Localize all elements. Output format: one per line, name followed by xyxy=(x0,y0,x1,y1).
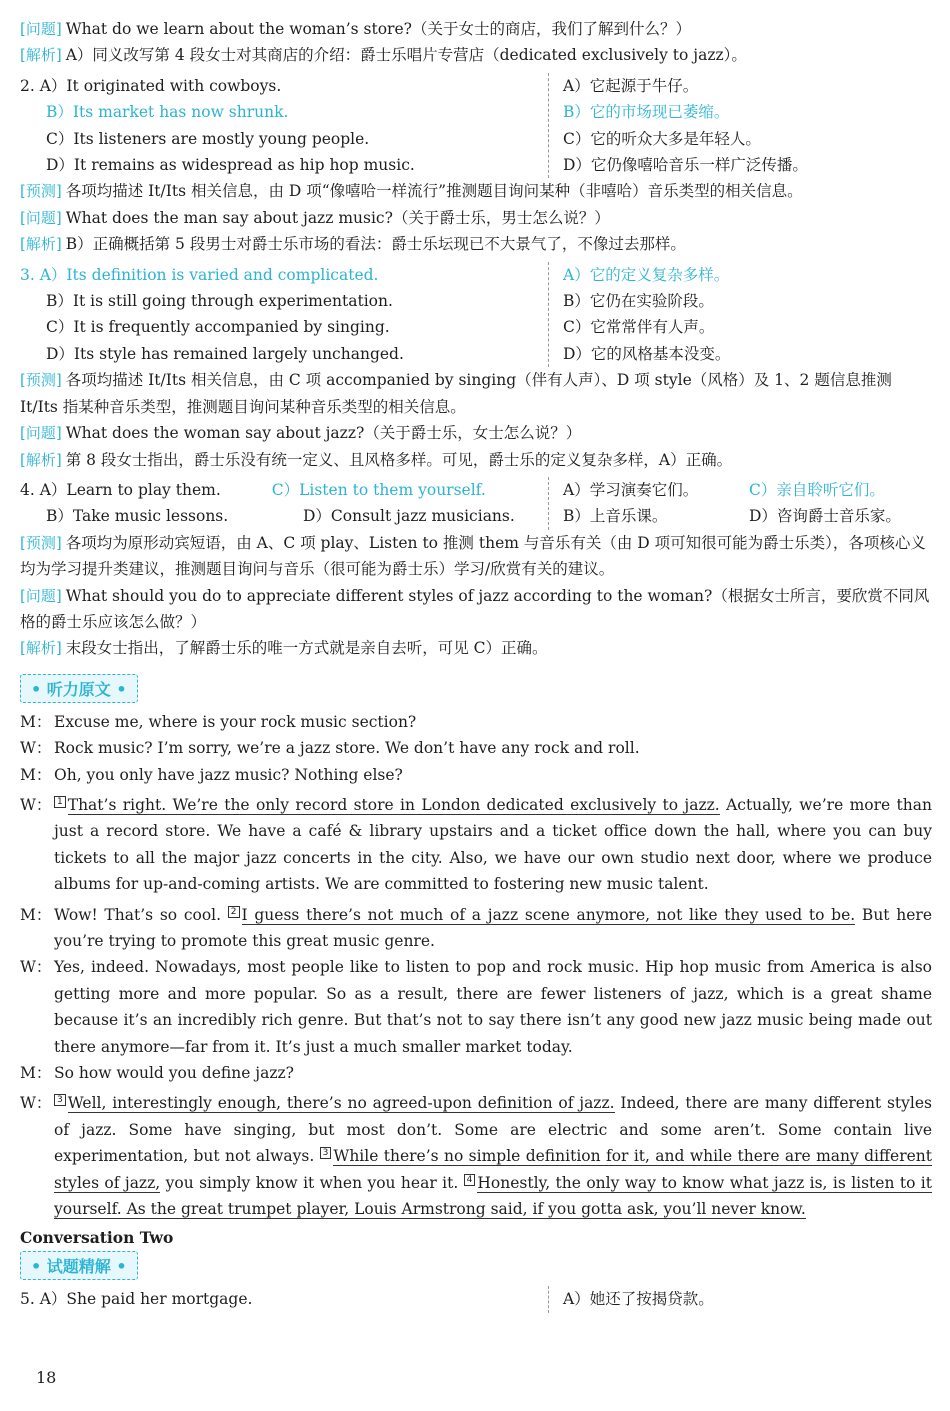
q4-option-d-zh: D）咨询爵士音乐家。 xyxy=(749,507,901,526)
q2-question: [问题] What does the man say about jazz music?（关于爵士乐，男士怎么说？） xyxy=(20,208,610,227)
q1-question-line: [问题] What do we learn about the woman’s store?（关于女士的商店，我们了解到什么？） xyxy=(20,20,691,38)
q5-option-a-zh: A）她还了按揭贷款。 xyxy=(563,1290,714,1309)
underlined-key-sentence: While there’s no simple definition for it, and while there are many different styles of jazz, xyxy=(54,1147,932,1192)
script-line: W： 3 Well, interestingly enough, there’s no agreed-upon definition of jazz. Indeed, there are many different styles of jazz. Some have singing, but most don’t. Some are electric and some aren’t. Some contain live experimentation, but not always. 3 While there’s no simple definition for it, and while there are many different styles of jazz, you simply know it when you hear it. 4 Honestly, the only way to know what jazz is, is listen to it yourself. As the great trumpet player, Louis Armstrong said, if you gotta ask, you’ll never know. xyxy=(20,1094,932,1219)
tag-wenti: [问题] xyxy=(20,20,62,38)
script-line: M： Excuse me, where is your rock music section? xyxy=(20,712,417,731)
q3-option-b-zh: B）它仍在实验阶段。 xyxy=(563,292,714,311)
script-line: M： Oh, you only have jazz music? Nothing else? xyxy=(20,765,403,784)
q2-option-b-zh: B）它的市场现已萎缩。 xyxy=(563,103,730,122)
q2-option-d-zh: D）它仍像嘻哈音乐一样广泛传播。 xyxy=(563,156,808,175)
q3-options xyxy=(20,262,932,368)
q2-options xyxy=(20,73,932,179)
section-title-script: • 听力原文 • xyxy=(20,674,138,703)
script-line: M： So how would you define jazz? xyxy=(20,1064,294,1083)
q4-option-d: D）Consult jazz musicians. xyxy=(303,507,515,526)
q5-options xyxy=(20,1286,932,1312)
underlined-key-sentence: Well, interestingly enough, there’s no agreed-upon definition of jazz. xyxy=(67,1094,615,1113)
q3-option-c: C）It is frequently accompanied by singing. xyxy=(46,318,390,337)
q2-option-c-zh: C）它的听众大多是年轻人。 xyxy=(563,129,761,148)
q4-question: [问题] What should you do to appreciate different styles of jazz according to the woman?（根据女士所言，要欣赏不同风格的爵士乐应该怎么做？） xyxy=(20,586,930,631)
script-line: W： Rock music? I’m sorry, we’re a jazz store. We don’t have any rock and roll. xyxy=(20,739,640,758)
q3-option-a: 3. A）Its definition is varied and complicated. xyxy=(20,265,379,284)
q2-analysis: [解析] B）正确概括第 5 段男士对爵士乐市场的看法：爵士乐坛现已不大景气了，不像过去那样。 xyxy=(20,235,686,254)
q4-prediction: [预测] 各项均为原形动宾短语，由 A、C 项 play、Listen to 推测 them 与音乐有关（由 D 项可知很可能为爵士乐类），各项核心义均为学习提升类建议，推测题目询问与音乐（很可能为爵士乐）学习/欣赏有关的建议。 xyxy=(20,533,926,579)
section-title-analysis: • 试题精解 • xyxy=(20,1251,138,1280)
q2-prediction: [预测] 各项均描述 It/Its 相关信息，由 D 项“像嘻哈一样流行”推测题目询问某种（非嘻哈）音乐类型的相关信息。 xyxy=(20,182,803,201)
q4-analysis: [解析] 末段女士指出，了解爵士乐的唯一方式就是亲自去听，可见 C）正确。 xyxy=(20,639,548,658)
q2-option-a: 2. A）It originated with cowboys. xyxy=(20,76,282,95)
q3-option-a-zh: A）它的定义复杂多样。 xyxy=(563,265,730,284)
q3-option-d: D）Its style has remained largely unchanged. xyxy=(46,344,404,363)
marker-1: 1 xyxy=(54,796,66,808)
marker-2: 2 xyxy=(228,906,240,918)
q1-analysis-line: [解析] A）同义改写第 4 段女士对其商店的介绍：爵士乐唱片专营店（dedicated exclusively to jazz）。 xyxy=(20,46,747,65)
q4-options: 4. A）Learn to play them. C）Listen to them yourself. B）Take music lessons. D）Consult jazz musicians. A）学习演奏它们。 C）亲自聆听它们。 B）上音乐课。 D）咨询爵士音乐家。 xyxy=(20,477,932,530)
script-line: M： Wow! That’s so cool. 2 I guess there’s not much of a jazz scene anymore, not like they used to be. But here you’re trying to promote this great music genre. xyxy=(20,905,932,950)
q5-option-a: 5. A）She paid her mortgage. xyxy=(20,1290,253,1309)
q2-option-b: B）Its market has now shrunk. xyxy=(46,103,289,122)
q4-option-b-zh: B）上音乐课。 xyxy=(563,507,668,526)
q3-option-b: B）It is still going through experimentation. xyxy=(46,292,393,311)
q3-prediction: [预测] 各项均描述 It/Its 相关信息，由 C 项 accompanied by singing（伴有人声）、D 项 style（风格）及 1、2 题信息推测 It/Its 指某种音乐类型，推测题目询问某种音乐类型的相关信息。 xyxy=(20,371,892,416)
marker-3: 3 xyxy=(320,1147,332,1159)
q2-option-a-zh: A）它起源于牛仔。 xyxy=(563,76,699,95)
q4-option-c-zh: C）亲自聆听它们。 xyxy=(749,480,885,499)
marker-4: 4 xyxy=(464,1174,476,1186)
q2-option-c: C）Its listeners are mostly young people. xyxy=(46,129,370,148)
script-line: W： 1 That’s right. We’re the only record store in London dedicated exclusively to jazz. Actually, we’re more than just a record store. We have a café & library upstairs and a ticket office down the hall, where you can buy tickets to all the major jazz concerts in the city. Also, we have our own studio next door, where we produce albums for up-and-coming artists. We are committed to fostering new music talent. xyxy=(20,795,932,894)
q4-option-a: A）Learn to play them. xyxy=(39,480,221,499)
q3-question: [问题] What does the woman say about jazz?（关于爵士乐，女士怎么说？） xyxy=(20,424,582,443)
page-number: 18 xyxy=(36,1368,57,1387)
q4-option-c: C）Listen to them yourself. xyxy=(271,480,486,499)
q4-option-b: B）Take music lessons. xyxy=(46,507,229,526)
q3-option-c-zh: C）它常常伴有人声。 xyxy=(563,318,715,337)
underlined-key-sentence: Honestly, the only way to know what jazz is, is listen to it yourself. As the great trumpet player, Louis Armstrong said, if you gotta ask, you’ll never know. xyxy=(54,1173,932,1219)
marker-3: 3 xyxy=(54,1094,66,1106)
underlined-key-sentence: That’s right. We’re the only record store in London dedicated exclusively to jazz. xyxy=(67,795,720,814)
conversation-two-heading: Conversation Two xyxy=(20,1228,174,1248)
q2-option-d: D）It remains as widespread as hip hop music. xyxy=(46,156,415,175)
page-content xyxy=(20,16,932,1313)
q3-analysis: [解析] 第 8 段女士指出，爵士乐没有统一定义、且风格多样。可见，爵士乐的定义复杂多样，A）正确。 xyxy=(20,450,733,469)
script-line: W： Yes, indeed. Nowadays, most people like to listen to pop and rock music. Hip hop music from America is also getting more and more popular. So as a result, there are fewer listeners of jazz, which is a great shame because it’s an incredibly rich genre. But that’s not to say there isn’t any good new jazz music being made out there anymore—far from it. It’s just a much smaller market today. xyxy=(20,958,932,1056)
q4-option-a-zh: A）学习演奏它们。 xyxy=(563,480,699,499)
tag-jiexi: [解析] xyxy=(20,46,62,65)
q3-option-d-zh: D）它的风格基本没变。 xyxy=(563,344,731,363)
underlined-key-sentence: I guess there’s not much of a jazz scene anymore, not like they used to be. xyxy=(241,905,856,924)
